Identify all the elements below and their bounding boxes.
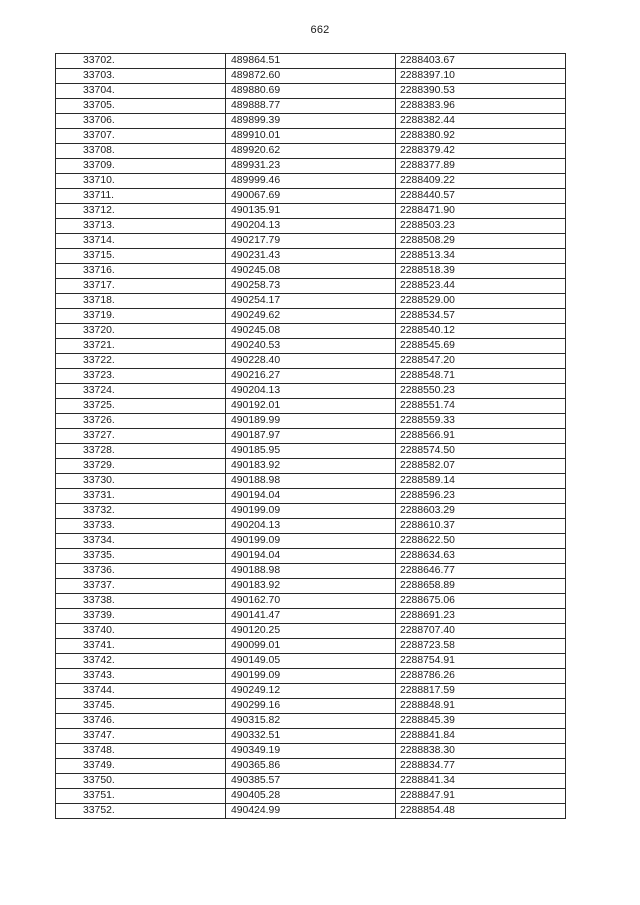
- x-coordinate-cell: 490240.53: [226, 339, 396, 354]
- table-row: [56, 234, 566, 249]
- y-coordinate-cell: 2288529.00: [396, 294, 566, 309]
- x-coordinate-cell: 490194.04: [226, 549, 396, 564]
- table-row: [56, 369, 566, 384]
- x-coordinate-cell: 490249.12: [226, 684, 396, 699]
- y-coordinate-cell: 2288707.40: [396, 624, 566, 639]
- table-row: [56, 609, 566, 624]
- table-row: [56, 174, 566, 189]
- y-coordinate-cell: 2288847.91: [396, 789, 566, 804]
- point-number-cell: 33739.: [56, 609, 226, 624]
- table-row: [56, 144, 566, 159]
- x-coordinate-cell: 490254.17: [226, 294, 396, 309]
- y-coordinate-cell: 2288551.74: [396, 399, 566, 414]
- x-coordinate-cell: 490183.92: [226, 459, 396, 474]
- x-coordinate-cell: 490216.27: [226, 369, 396, 384]
- x-coordinate-cell: 490258.73: [226, 279, 396, 294]
- y-coordinate-cell: 2288786.26: [396, 669, 566, 684]
- table-row: [56, 204, 566, 219]
- x-coordinate-cell: 490299.16: [226, 699, 396, 714]
- y-coordinate-cell: 2288548.71: [396, 369, 566, 384]
- y-coordinate-cell: 2288634.63: [396, 549, 566, 564]
- x-coordinate-cell: 490332.51: [226, 729, 396, 744]
- y-coordinate-cell: 2288518.39: [396, 264, 566, 279]
- y-coordinate-cell: 2288382.44: [396, 114, 566, 129]
- x-coordinate-cell: 490349.19: [226, 744, 396, 759]
- y-coordinate-cell: 2288723.58: [396, 639, 566, 654]
- point-number-cell: 33714.: [56, 234, 226, 249]
- table-row: [56, 474, 566, 489]
- point-number-cell: 33718.: [56, 294, 226, 309]
- point-number-cell: 33724.: [56, 384, 226, 399]
- y-coordinate-cell: 2288834.77: [396, 759, 566, 774]
- coordinates-table-body: [56, 54, 566, 819]
- table-row: [56, 324, 566, 339]
- table-row: [56, 414, 566, 429]
- point-number-cell: 33705.: [56, 99, 226, 114]
- table-row: [56, 504, 566, 519]
- x-coordinate-cell: 490204.13: [226, 384, 396, 399]
- x-coordinate-cell: 489864.51: [226, 54, 396, 69]
- x-coordinate-cell: 490141.47: [226, 609, 396, 624]
- table-row: [56, 99, 566, 114]
- y-coordinate-cell: 2288503.23: [396, 219, 566, 234]
- x-coordinate-cell: 490149.05: [226, 654, 396, 669]
- x-coordinate-cell: 490228.40: [226, 354, 396, 369]
- table-row: [56, 69, 566, 84]
- x-coordinate-cell: 489888.77: [226, 99, 396, 114]
- y-coordinate-cell: 2288545.69: [396, 339, 566, 354]
- point-number-cell: 33740.: [56, 624, 226, 639]
- point-number-cell: 33712.: [56, 204, 226, 219]
- table-row: [56, 549, 566, 564]
- point-number-cell: 33752.: [56, 804, 226, 819]
- table-row: [56, 264, 566, 279]
- point-number-cell: 33744.: [56, 684, 226, 699]
- table-row: [56, 759, 566, 774]
- x-coordinate-cell: 490120.25: [226, 624, 396, 639]
- point-number-cell: 33727.: [56, 429, 226, 444]
- y-coordinate-cell: 2288841.84: [396, 729, 566, 744]
- y-coordinate-cell: 2288513.34: [396, 249, 566, 264]
- table-row: [56, 384, 566, 399]
- point-number-cell: 33751.: [56, 789, 226, 804]
- x-coordinate-cell: 490204.13: [226, 519, 396, 534]
- point-number-cell: 33736.: [56, 564, 226, 579]
- x-coordinate-cell: 490135.91: [226, 204, 396, 219]
- point-number-cell: 33713.: [56, 219, 226, 234]
- x-coordinate-cell: 490204.13: [226, 219, 396, 234]
- table-row: [56, 294, 566, 309]
- x-coordinate-cell: 489999.46: [226, 174, 396, 189]
- y-coordinate-cell: 2288566.91: [396, 429, 566, 444]
- y-coordinate-cell: 2288397.10: [396, 69, 566, 84]
- point-number-cell: 33707.: [56, 129, 226, 144]
- x-coordinate-cell: 490183.92: [226, 579, 396, 594]
- coordinates-table: [55, 53, 566, 819]
- x-coordinate-cell: 489931.23: [226, 159, 396, 174]
- point-number-cell: 33747.: [56, 729, 226, 744]
- y-coordinate-cell: 2288559.33: [396, 414, 566, 429]
- y-coordinate-cell: 2288610.37: [396, 519, 566, 534]
- y-coordinate-cell: 2288471.90: [396, 204, 566, 219]
- point-number-cell: 33719.: [56, 309, 226, 324]
- x-coordinate-cell: 490099.01: [226, 639, 396, 654]
- table-row: [56, 114, 566, 129]
- point-number-cell: 33730.: [56, 474, 226, 489]
- point-number-cell: 33721.: [56, 339, 226, 354]
- table-row: [56, 519, 566, 534]
- x-coordinate-cell: 490424.99: [226, 804, 396, 819]
- point-number-cell: 33715.: [56, 249, 226, 264]
- y-coordinate-cell: 2288540.12: [396, 324, 566, 339]
- x-coordinate-cell: 490199.09: [226, 669, 396, 684]
- x-coordinate-cell: 490199.09: [226, 534, 396, 549]
- x-coordinate-cell: 490188.98: [226, 474, 396, 489]
- point-number-cell: 33731.: [56, 489, 226, 504]
- table-row: [56, 534, 566, 549]
- x-coordinate-cell: 490162.70: [226, 594, 396, 609]
- y-coordinate-cell: 2288534.57: [396, 309, 566, 324]
- x-coordinate-cell: 489910.01: [226, 129, 396, 144]
- point-number-cell: 33704.: [56, 84, 226, 99]
- y-coordinate-cell: 2288403.67: [396, 54, 566, 69]
- point-number-cell: 33735.: [56, 549, 226, 564]
- y-coordinate-cell: 2288658.89: [396, 579, 566, 594]
- y-coordinate-cell: 2288547.20: [396, 354, 566, 369]
- y-coordinate-cell: 2288589.14: [396, 474, 566, 489]
- y-coordinate-cell: 2288508.29: [396, 234, 566, 249]
- table-row: [56, 189, 566, 204]
- x-coordinate-cell: 489880.69: [226, 84, 396, 99]
- point-number-cell: 33728.: [56, 444, 226, 459]
- y-coordinate-cell: 2288550.23: [396, 384, 566, 399]
- table-row: [56, 279, 566, 294]
- y-coordinate-cell: 2288841.34: [396, 774, 566, 789]
- table-row: [56, 459, 566, 474]
- table-row: [56, 714, 566, 729]
- table-row: [56, 429, 566, 444]
- table-row: [56, 354, 566, 369]
- table-row: [56, 744, 566, 759]
- table-row: [56, 669, 566, 684]
- point-number-cell: 33750.: [56, 774, 226, 789]
- point-number-cell: 33702.: [56, 54, 226, 69]
- point-number-cell: 33737.: [56, 579, 226, 594]
- y-coordinate-cell: 2288845.39: [396, 714, 566, 729]
- page-number: 662: [310, 24, 330, 36]
- table-row: [56, 129, 566, 144]
- x-coordinate-cell: 490217.79: [226, 234, 396, 249]
- table-row: [56, 789, 566, 804]
- y-coordinate-cell: 2288646.77: [396, 564, 566, 579]
- point-number-cell: 33729.: [56, 459, 226, 474]
- table-row: [56, 684, 566, 699]
- x-coordinate-cell: 490245.08: [226, 264, 396, 279]
- table-row: [56, 729, 566, 744]
- table-row: [56, 654, 566, 669]
- x-coordinate-cell: 490188.98: [226, 564, 396, 579]
- y-coordinate-cell: 2288582.07: [396, 459, 566, 474]
- y-coordinate-cell: 2288409.22: [396, 174, 566, 189]
- table-row: [56, 699, 566, 714]
- point-number-cell: 33709.: [56, 159, 226, 174]
- point-number-cell: 33733.: [56, 519, 226, 534]
- point-number-cell: 33748.: [56, 744, 226, 759]
- x-coordinate-cell: 490067.69: [226, 189, 396, 204]
- y-coordinate-cell: 2288390.53: [396, 84, 566, 99]
- point-number-cell: 33725.: [56, 399, 226, 414]
- y-coordinate-cell: 2288817.59: [396, 684, 566, 699]
- y-coordinate-cell: 2288383.96: [396, 99, 566, 114]
- y-coordinate-cell: 2288380.92: [396, 129, 566, 144]
- y-coordinate-cell: 2288574.50: [396, 444, 566, 459]
- table-row: [56, 159, 566, 174]
- table-row: [56, 579, 566, 594]
- y-coordinate-cell: 2288848.91: [396, 699, 566, 714]
- table-row: [56, 639, 566, 654]
- point-number-cell: 33741.: [56, 639, 226, 654]
- point-number-cell: 33749.: [56, 759, 226, 774]
- point-number-cell: 33745.: [56, 699, 226, 714]
- table-row: [56, 399, 566, 414]
- x-coordinate-cell: 490405.28: [226, 789, 396, 804]
- x-coordinate-cell: 490385.57: [226, 774, 396, 789]
- point-number-cell: 33726.: [56, 414, 226, 429]
- x-coordinate-cell: 489920.62: [226, 144, 396, 159]
- y-coordinate-cell: 2288691.23: [396, 609, 566, 624]
- x-coordinate-cell: 490187.97: [226, 429, 396, 444]
- table-row: [56, 249, 566, 264]
- point-number-cell: 33716.: [56, 264, 226, 279]
- y-coordinate-cell: 2288523.44: [396, 279, 566, 294]
- x-coordinate-cell: 490189.99: [226, 414, 396, 429]
- point-number-cell: 33717.: [56, 279, 226, 294]
- x-coordinate-cell: 490249.62: [226, 309, 396, 324]
- x-coordinate-cell: 490194.04: [226, 489, 396, 504]
- table-row: [56, 444, 566, 459]
- table-row: [56, 774, 566, 789]
- x-coordinate-cell: 490185.95: [226, 444, 396, 459]
- y-coordinate-cell: 2288603.29: [396, 504, 566, 519]
- point-number-cell: 33743.: [56, 669, 226, 684]
- x-coordinate-cell: 489899.39: [226, 114, 396, 129]
- x-coordinate-cell: 490245.08: [226, 324, 396, 339]
- point-number-cell: 33746.: [56, 714, 226, 729]
- x-coordinate-cell: 489872.60: [226, 69, 396, 84]
- x-coordinate-cell: 490365.86: [226, 759, 396, 774]
- x-coordinate-cell: 490192.01: [226, 399, 396, 414]
- point-number-cell: 33708.: [56, 144, 226, 159]
- table-row: [56, 594, 566, 609]
- point-number-cell: 33710.: [56, 174, 226, 189]
- y-coordinate-cell: 2288379.42: [396, 144, 566, 159]
- table-row: [56, 54, 566, 69]
- point-number-cell: 33711.: [56, 189, 226, 204]
- table-row: [56, 84, 566, 99]
- y-coordinate-cell: 2288440.57: [396, 189, 566, 204]
- point-number-cell: 33706.: [56, 114, 226, 129]
- y-coordinate-cell: 2288754.91: [396, 654, 566, 669]
- table-row: [56, 564, 566, 579]
- table-row: [56, 489, 566, 504]
- y-coordinate-cell: 2288622.50: [396, 534, 566, 549]
- y-coordinate-cell: 2288377.89: [396, 159, 566, 174]
- x-coordinate-cell: 490231.43: [226, 249, 396, 264]
- point-number-cell: 33703.: [56, 69, 226, 84]
- table-row: [56, 339, 566, 354]
- y-coordinate-cell: 2288838.30: [396, 744, 566, 759]
- point-number-cell: 33738.: [56, 594, 226, 609]
- y-coordinate-cell: 2288596.23: [396, 489, 566, 504]
- point-number-cell: 33742.: [56, 654, 226, 669]
- point-number-cell: 33720.: [56, 324, 226, 339]
- table-row: [56, 804, 566, 819]
- point-number-cell: 33732.: [56, 504, 226, 519]
- x-coordinate-cell: 490315.82: [226, 714, 396, 729]
- y-coordinate-cell: 2288675.06: [396, 594, 566, 609]
- point-number-cell: 33723.: [56, 369, 226, 384]
- table-row: [56, 309, 566, 324]
- point-number-cell: 33734.: [56, 534, 226, 549]
- y-coordinate-cell: 2288854.48: [396, 804, 566, 819]
- x-coordinate-cell: 490199.09: [226, 504, 396, 519]
- table-row: [56, 219, 566, 234]
- point-number-cell: 33722.: [56, 354, 226, 369]
- table-row: [56, 624, 566, 639]
